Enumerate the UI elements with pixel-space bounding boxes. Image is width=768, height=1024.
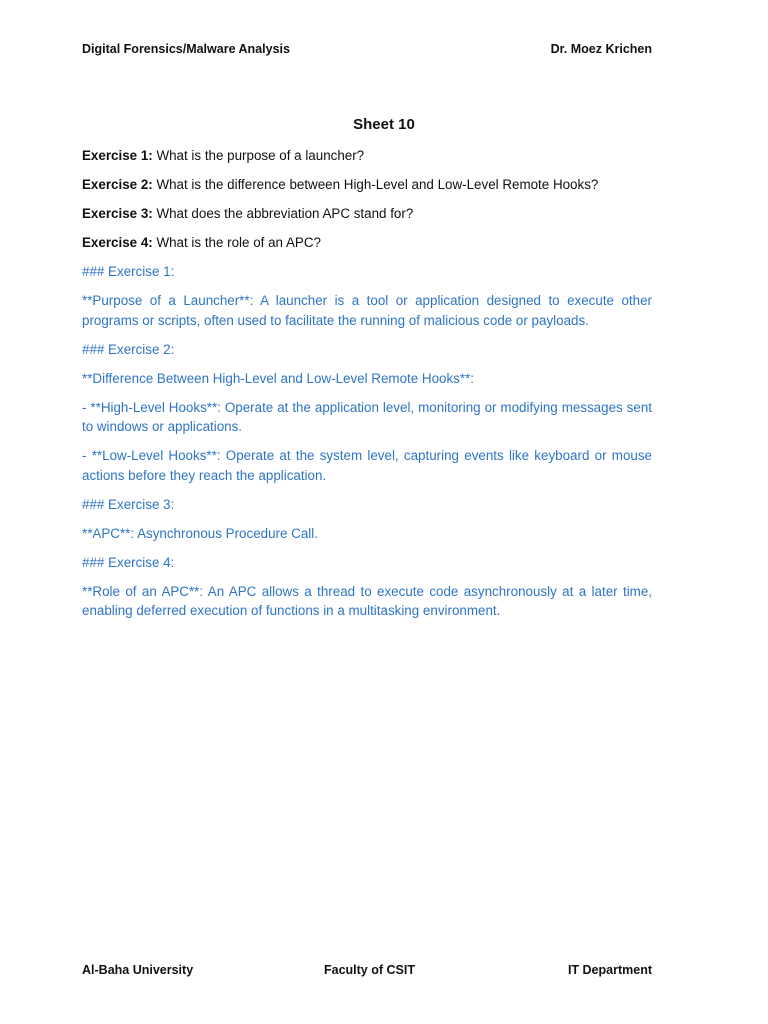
exercise-label: Exercise 3: — [82, 206, 153, 221]
answer-paragraph: **Purpose of a Launcher**: A launcher is a tool or application designed to execute other programs or scripts, often used to facilitate the running of malicious code or payloads. — [82, 293, 652, 328]
exercise-label: Exercise 4: — [82, 235, 153, 250]
header-course-title: Digital Forensics/Malware Analysis — [82, 42, 290, 56]
exercise-question-text: What is the purpose of a launcher? — [152, 148, 365, 163]
answer-heading-3: ### Exercise 3: — [82, 496, 175, 512]
footer-faculty: Faculty of CSIT — [324, 963, 415, 977]
answer-heading-2: ### Exercise 2: — [82, 341, 175, 357]
exercise-question-3 — [82, 204, 652, 224]
exercise-question-1 — [82, 146, 652, 166]
exercise-question-text: What is the role of an APC? — [152, 235, 321, 250]
exercise-label: Exercise 1: — [82, 148, 153, 163]
exercise-question-text: What does the abbreviation APC stand for? — [152, 206, 414, 221]
answer-heading-1: ### Exercise 1: — [82, 264, 175, 279]
answer-paragraph: **Difference Between High-Level and Low-Level Remote Hooks**: — [82, 370, 475, 386]
footer-department: IT Department — [567, 963, 652, 977]
exercise-question-text: What is the difference between High-Level and Low-Level Remote Hooks? — [152, 177, 599, 192]
header-author: Dr. Moez Krichen — [550, 42, 652, 56]
sheet-title: Sheet 10 — [353, 116, 415, 133]
answer-paragraph: - **High-Level Hooks**: Operate at the application level, monitoring or modifying messages sent to windows or applications. — [82, 399, 652, 434]
answer-paragraph: **APC**: Asynchronous Procedure Call. — [82, 525, 318, 541]
page-footer — [82, 963, 652, 981]
answer-paragraph: **Role of an APC**: An APC allows a thread to execute code asynchronously at a later time, enabling deferred execution of functions in a multitasking environment. — [82, 583, 652, 618]
document-body — [82, 146, 652, 630]
exercise-label: Exercise 2: — [82, 177, 153, 192]
answer-paragraph: - **Low-Level Hooks**: Operate at the system level, capturing events like keyboard or mouse actions before they reach the application. — [82, 448, 652, 483]
page-header — [82, 42, 652, 56]
answer-heading-4: ### Exercise 4: — [82, 554, 175, 570]
exercise-question-4 — [82, 233, 652, 253]
footer-university: Al-Baha University — [82, 963, 194, 977]
exercise-question-2 — [82, 175, 652, 195]
